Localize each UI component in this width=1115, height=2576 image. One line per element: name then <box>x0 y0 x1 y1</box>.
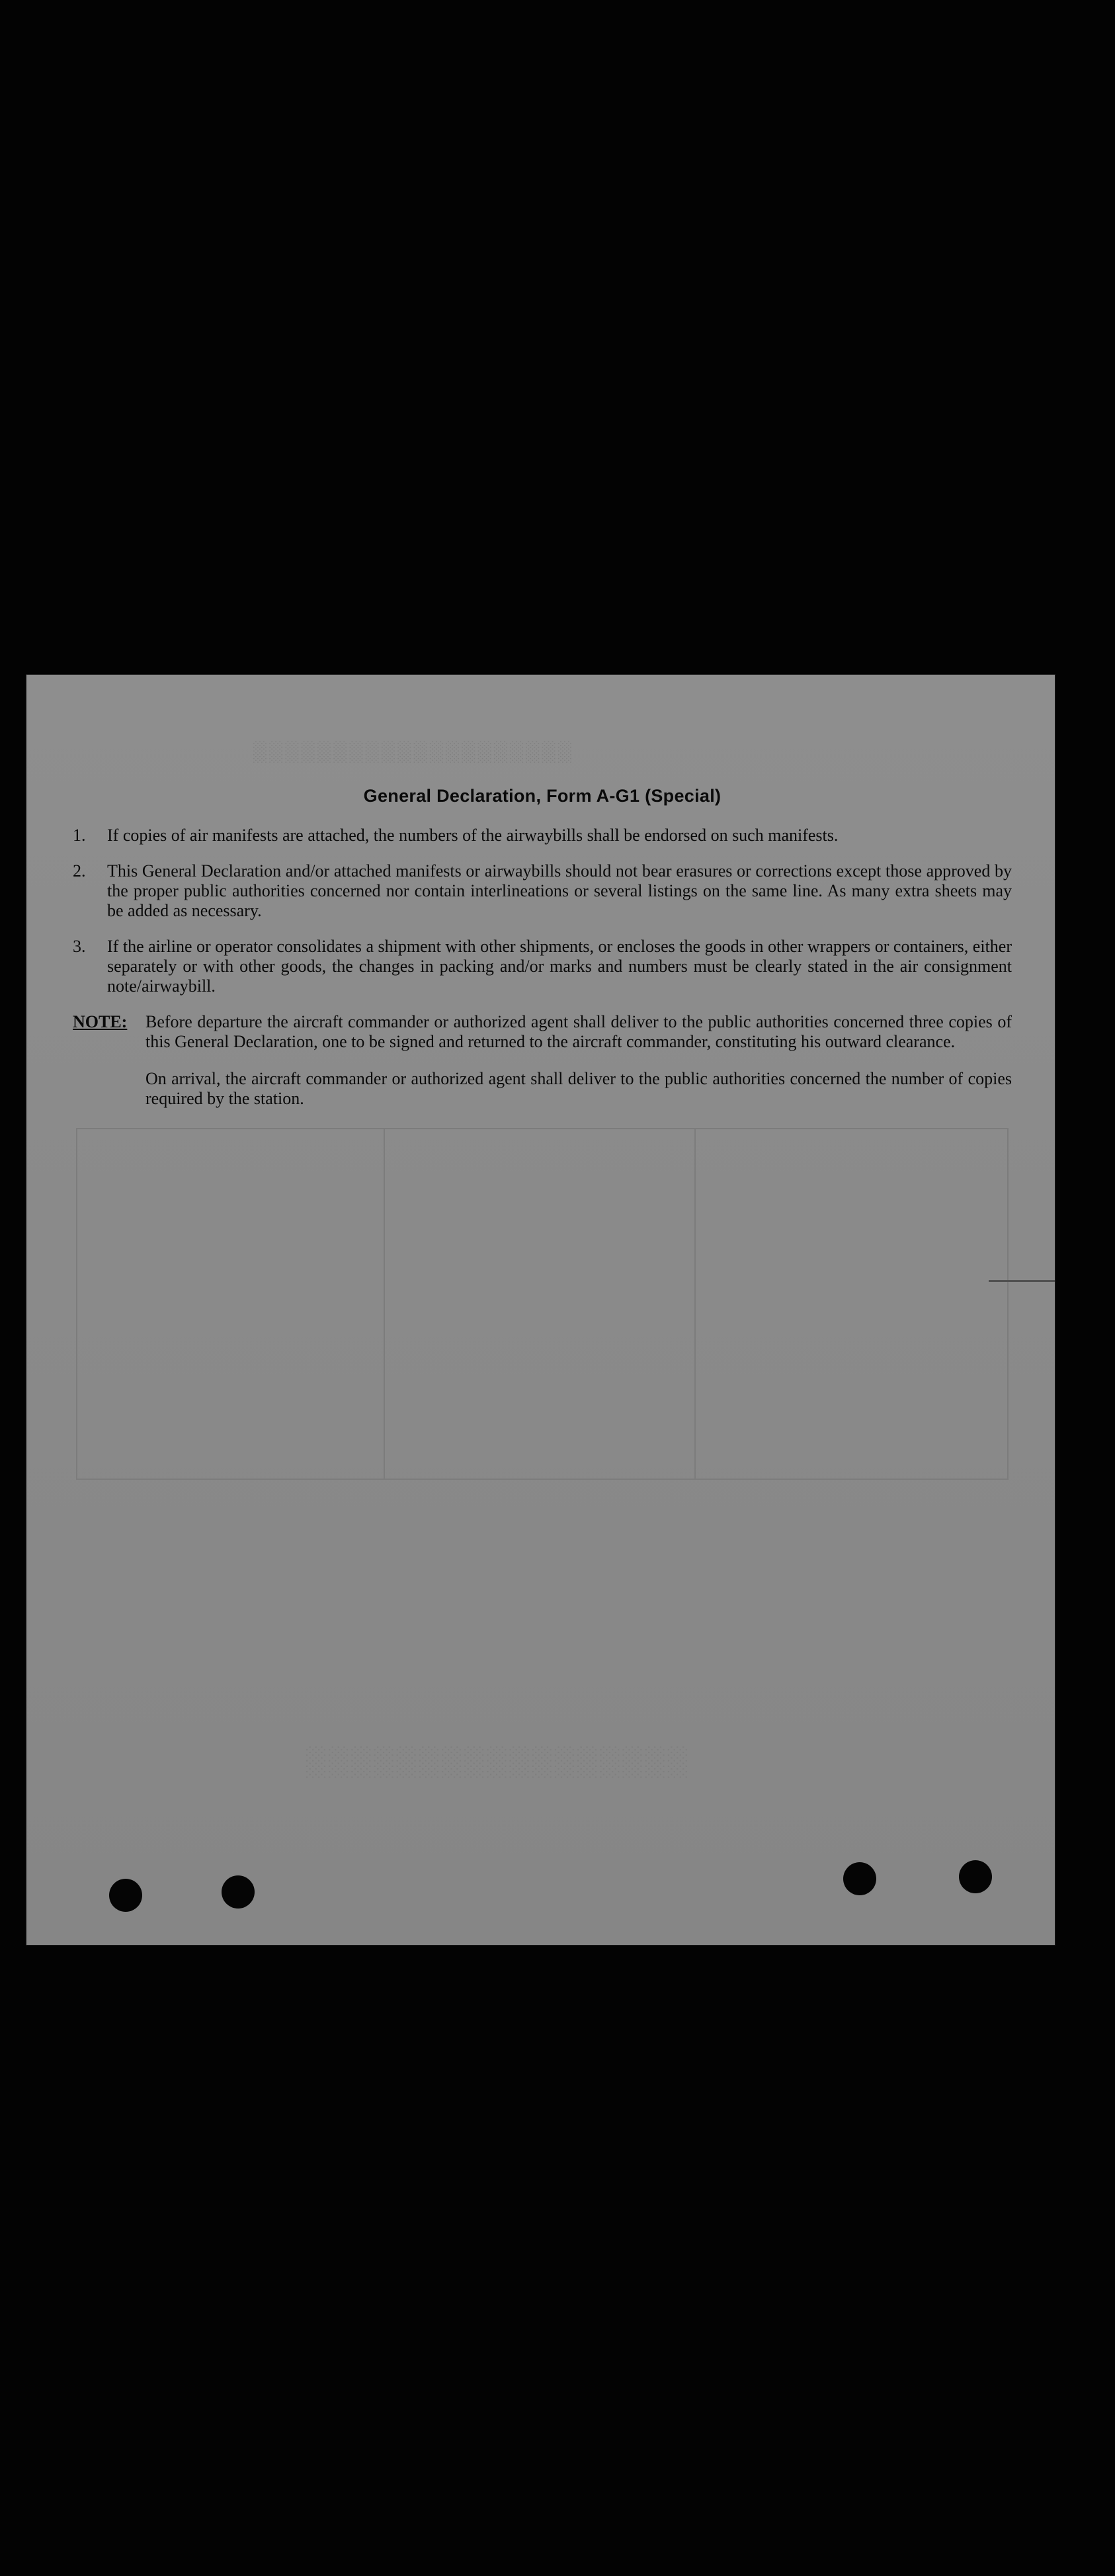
bleed-through-rule <box>989 1280 1055 1282</box>
instruction-text: If copies of air manifests are attached, the numbers of the airwaybills shall be endorsed on such manifests. <box>107 826 839 845</box>
declaration-instructions <box>73 786 1012 1109</box>
note-text: Before departure the aircraft commander or authorized agent shall deliver to the public authorities concerned three copies of this General Declaration, one to be signed and returned to the aircraft commander, constituting his outward clearance. <box>145 1012 1012 1051</box>
instruction-item-3 <box>73 937 1012 996</box>
instruction-number: 2. <box>73 861 86 880</box>
punch-hole <box>109 1879 142 1912</box>
bleed-through-table-left <box>76 1128 77 1479</box>
page-title: General Declaration, Form A-G1 (Special) <box>363 786 722 806</box>
bleed-through-table-right <box>1007 1128 1009 1479</box>
bleed-through-table-top <box>76 1128 1009 1129</box>
punch-hole <box>222 1875 255 1909</box>
bleed-through-table-mid2 <box>694 1128 696 1479</box>
instruction-number: 3. <box>73 937 86 956</box>
note-arrival-text: On arrival, the aircraft commander or authorized agent shall deliver to the public authorities concerned the number of copies required by the station. <box>145 1069 1012 1108</box>
bleed-through-table-mid1 <box>384 1128 385 1479</box>
instruction-item-2 <box>73 861 1012 921</box>
bleed-through-heading: ░░░░░░░░░░░░░░░░░ <box>304 1747 688 1780</box>
punch-hole <box>959 1860 992 1893</box>
document-sheet <box>26 675 1055 1945</box>
bleed-through-text: ░░░░░░░░░░░░░░░░░░░░ <box>251 742 573 763</box>
instruction-text: This General Declaration and/or attached manifests or airwaybills should not bear erasures or corrections except those approved by the proper public authorities concerned nor contain interlineations or several listings on the same line. As many extra sheets may be added as necessary. <box>107 861 1012 920</box>
instruction-number: 1. <box>73 826 86 845</box>
note-label: NOTE: <box>73 1012 128 1031</box>
bleed-through-table-bottom <box>76 1479 1009 1480</box>
instruction-item-1 <box>73 826 1012 845</box>
punch-hole <box>843 1862 876 1895</box>
note-block <box>73 1012 1012 1052</box>
instruction-text: If the airline or operator consolidates a shipment with other shipments, or encloses the goods in other wrappers or containers, either separately or with other goods, the changes in packing and/or marks and numbers must be clearly stated in the air consignment note/airwaybill. <box>107 937 1012 996</box>
